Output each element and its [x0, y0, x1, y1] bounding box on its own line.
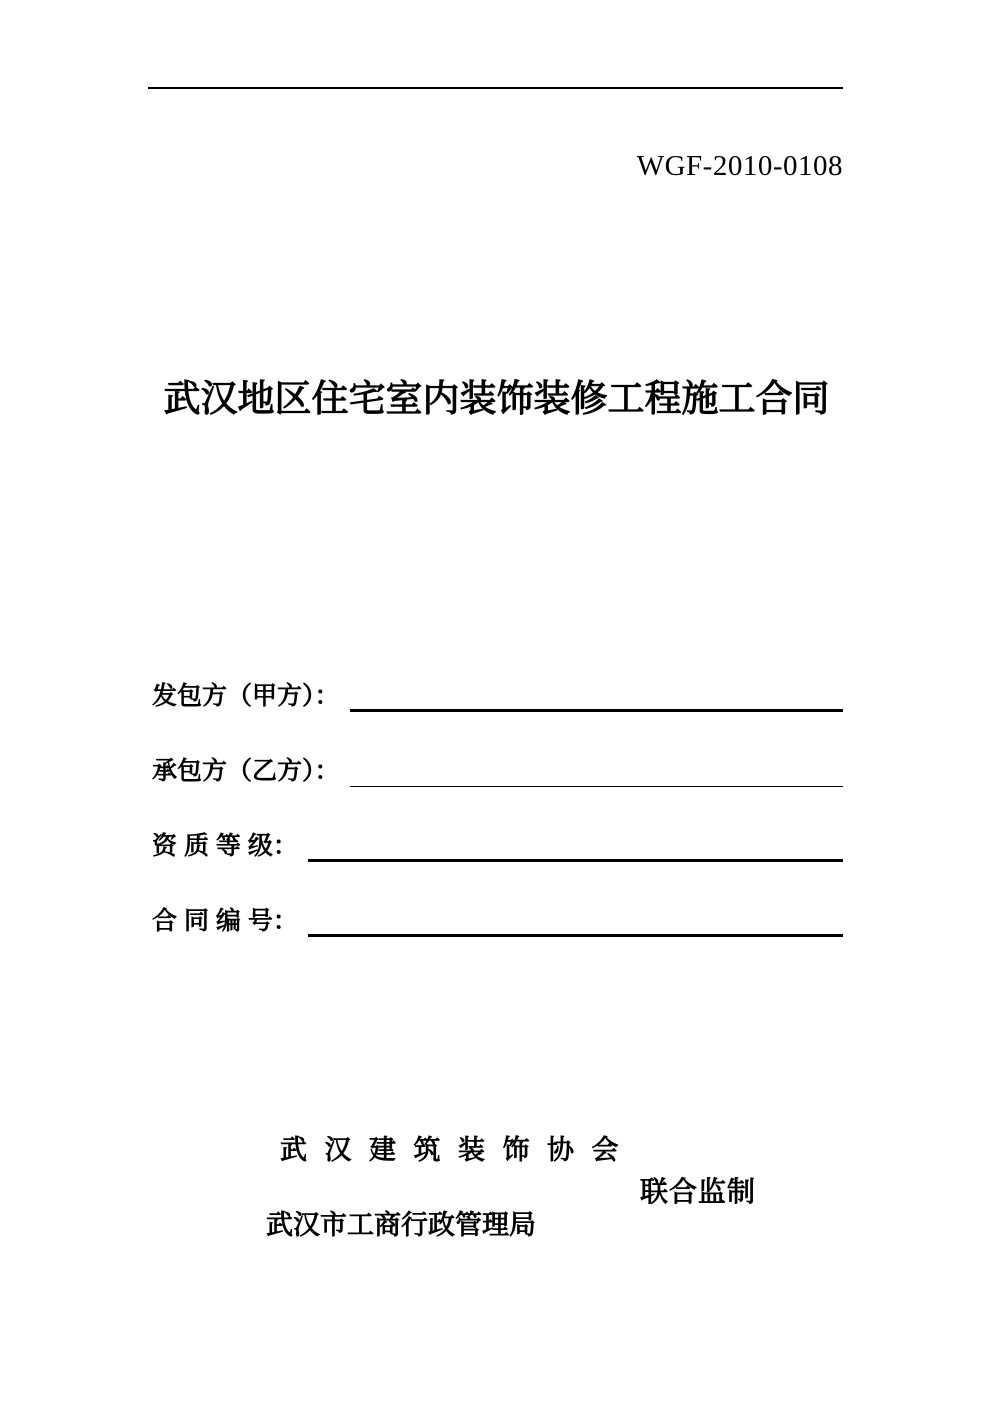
- field-row-contract-number: [152, 905, 843, 937]
- contractor-party-b-label: 承包方（乙方）：: [152, 757, 340, 785]
- contractor-party-b-fill-line[interactable]: [350, 756, 843, 787]
- contract-number-fill-line[interactable]: [308, 904, 843, 937]
- employer-party-a-fill-line[interactable]: [350, 679, 843, 712]
- joint-supervision-label: 联合监制: [640, 1176, 757, 1207]
- field-row-employer-party-a: [152, 680, 843, 712]
- association-name: 武 汉 建 筑 装 饰 协 会: [280, 1135, 624, 1165]
- bureau-name: 武汉市工商行政管理局: [266, 1210, 536, 1240]
- contract-number-label: 合 同 编 号：: [152, 907, 298, 935]
- field-row-qualification-level: [152, 830, 843, 862]
- document-code: WGF-2010-0108: [636, 150, 843, 182]
- contract-title: 武汉地区住宅室内装饰装修工程施工合同: [163, 378, 830, 419]
- qualification-level-fill-line[interactable]: [308, 829, 843, 862]
- employer-party-a-label: 发包方（甲方）：: [152, 682, 340, 710]
- field-row-contractor-party-b: [152, 755, 843, 787]
- header-divider-rule: [148, 87, 843, 89]
- qualification-level-label: 资 质 等 级：: [152, 832, 298, 860]
